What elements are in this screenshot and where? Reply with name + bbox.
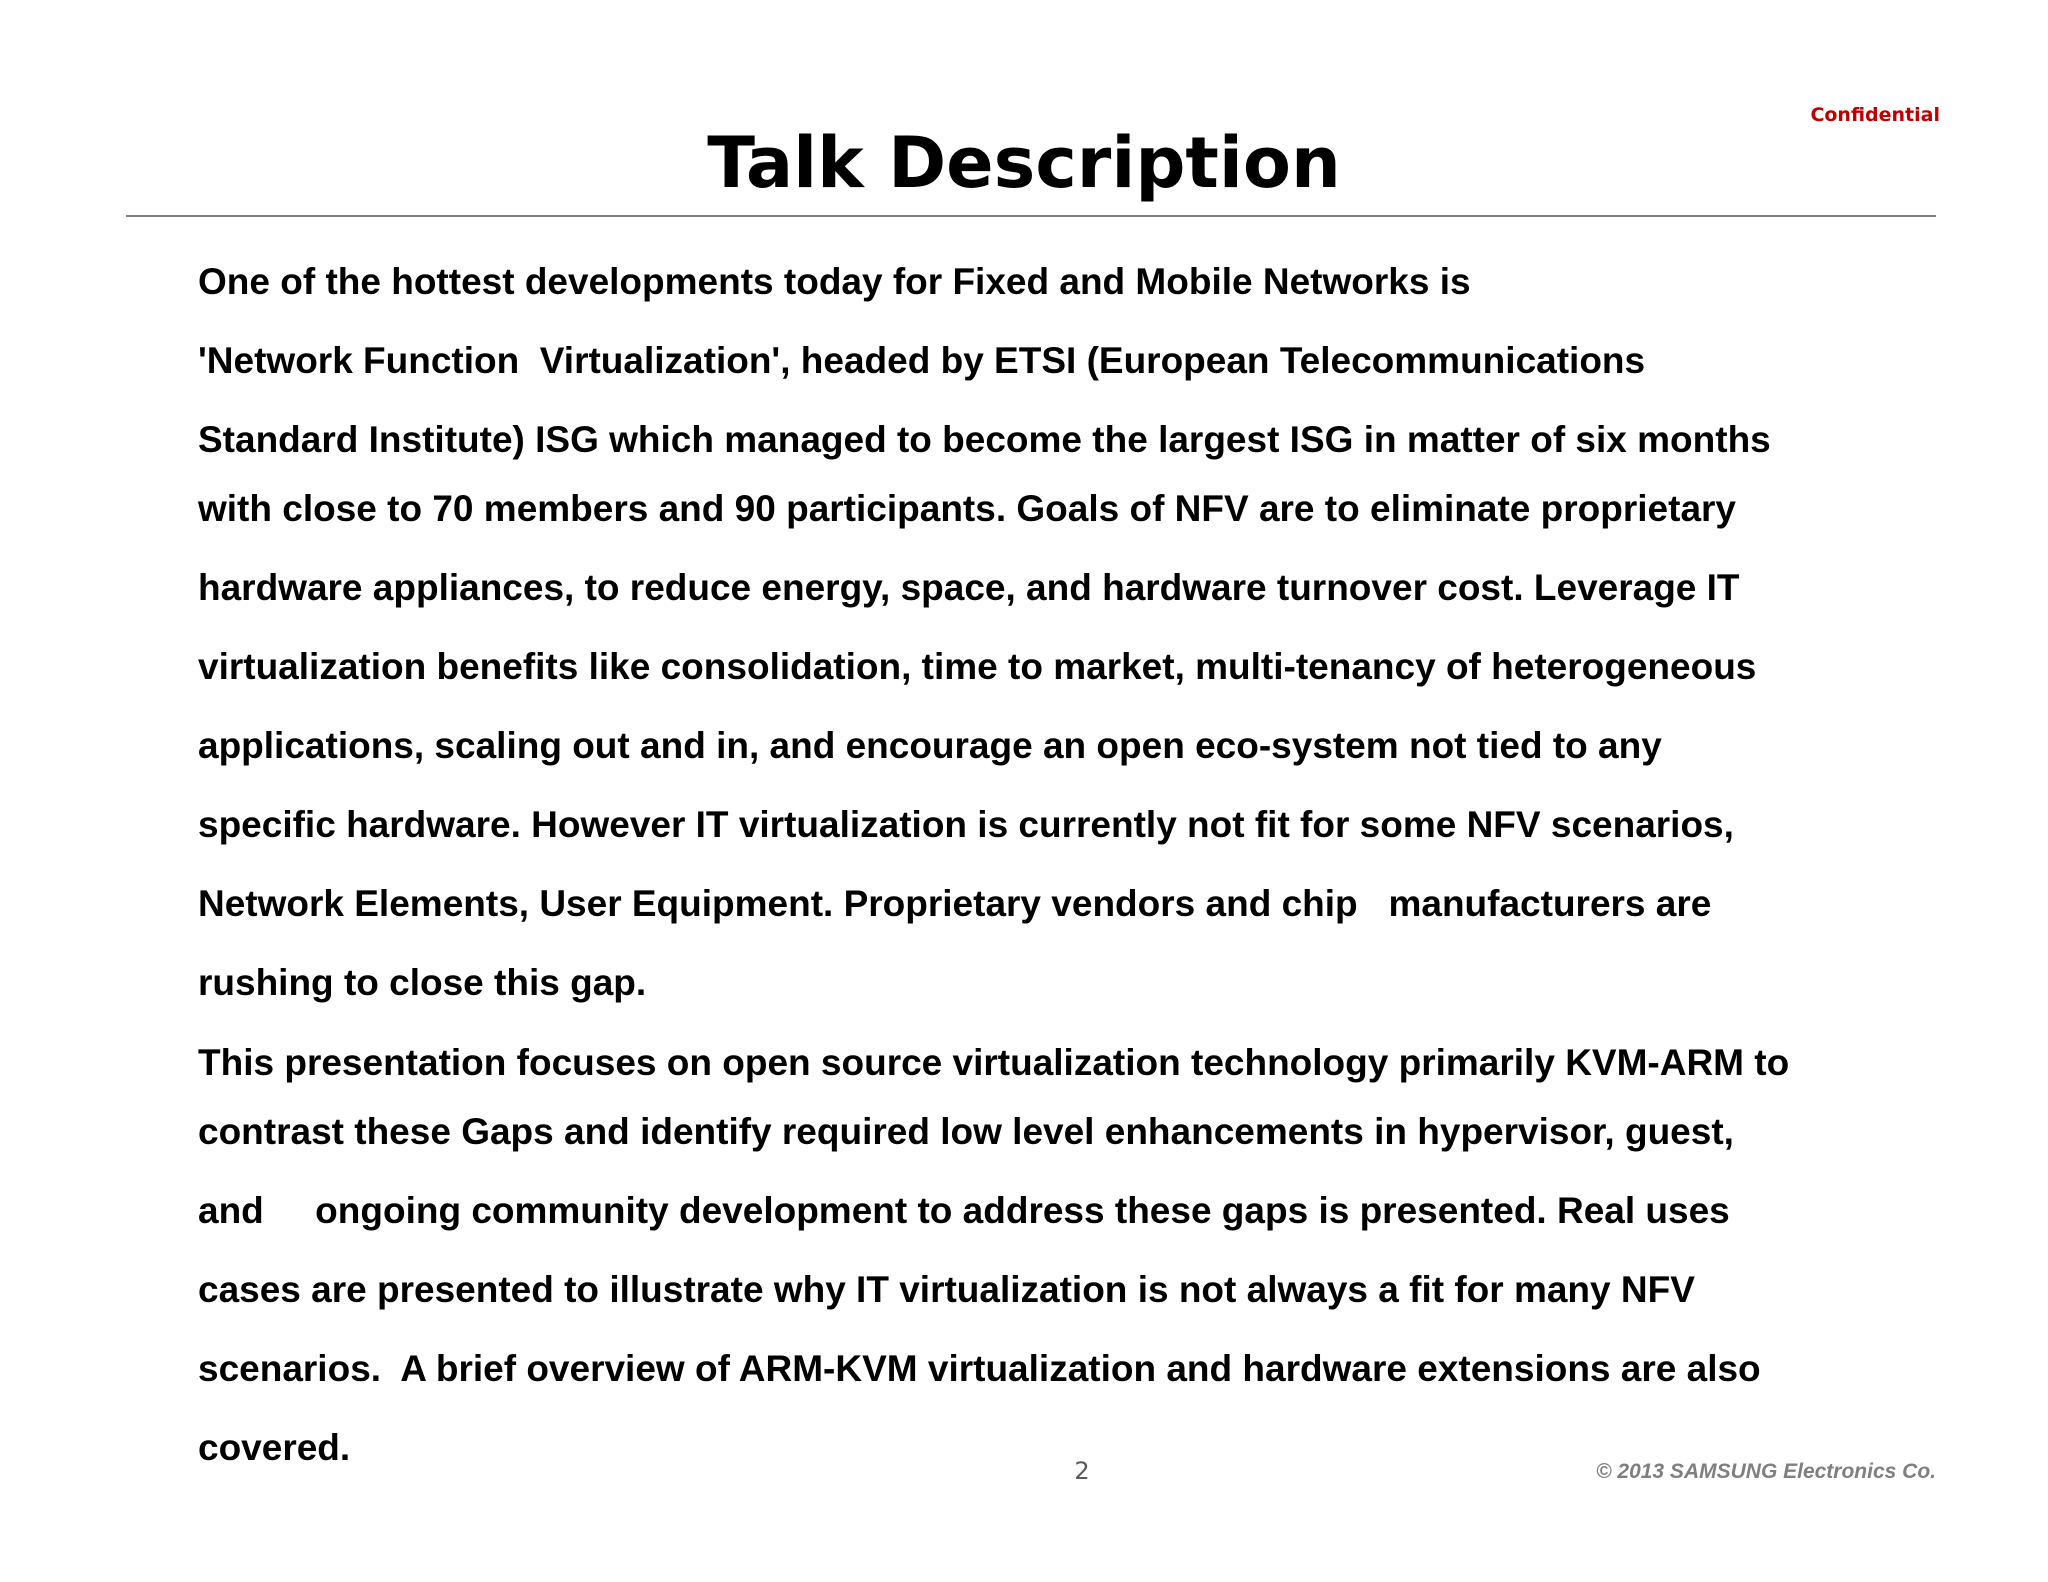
body-line: Network Elements, User Equipment. Proprietary vendors and chip manufacturers are bbox=[198, 883, 1712, 924]
body-line: 'Network Function Virtualization', headed by ETSI (European Telecommunications bbox=[198, 340, 1646, 381]
copyright-notice: © 2013 SAMSUNG Electronics Co. bbox=[1596, 1460, 1936, 1483]
body-line: applications, scaling out and in, and encourage an open eco-system not tied to any bbox=[198, 725, 1662, 766]
body-line: and ongoing community development to address these gaps is presented. Real uses bbox=[198, 1190, 1730, 1231]
body-line: cases are presented to illustrate why IT virtualization is not always a fit for many NFV bbox=[198, 1269, 1695, 1310]
body-line: hardware appliances, to reduce energy, space, and hardware turnover cost. Leverage IT bbox=[198, 567, 1740, 608]
body-line: scenarios. A brief overview of ARM-KVM virtualization and hardware extensions are also bbox=[198, 1348, 1761, 1389]
body-line: virtualization benefits like consolidation, time to market, multi-tenancy of heterogeneous bbox=[198, 646, 1757, 687]
body-line: One of the hottest developments today for Fixed and Mobile Networks is bbox=[198, 261, 1471, 302]
body-line: This presentation focuses on open source virtualization technology primarily KVM-ARM to bbox=[198, 1042, 1790, 1083]
body-line: specific hardware. However IT virtualization is currently not fit for some NFV scenarios, bbox=[198, 804, 1734, 845]
title-divider bbox=[126, 215, 1936, 217]
body-line: with close to 70 members and 90 participants. Goals of NFV are to eliminate proprietary bbox=[198, 488, 1736, 529]
body-line: Standard Institute) ISG which managed to become the largest ISG in matter of six months bbox=[198, 419, 1771, 460]
body-line: rushing to close this gap. bbox=[198, 962, 647, 1003]
page-number: 2 bbox=[1074, 1457, 1090, 1485]
body-line: covered. bbox=[198, 1427, 351, 1468]
slide-title: Talk Description bbox=[707, 122, 1341, 204]
body-line: contrast these Gaps and identify required low level enhancements in hypervisor, guest, bbox=[198, 1111, 1734, 1152]
confidential-label: Confidential bbox=[1810, 104, 1940, 126]
